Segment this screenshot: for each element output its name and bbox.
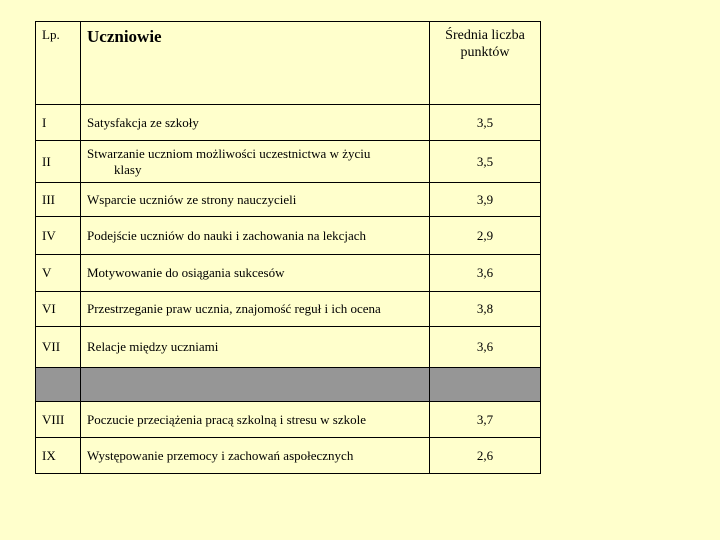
table-row: [36, 217, 541, 255]
row-label-continuation: klasy: [114, 161, 142, 177]
row-value: 2,9: [430, 217, 541, 255]
table-row: [36, 141, 541, 183]
header-lp: Lp.: [36, 22, 81, 105]
table-row: [36, 255, 541, 292]
table-row: [36, 438, 541, 474]
row-lp: VI: [36, 292, 81, 327]
table-header-row: [36, 22, 541, 105]
row-label: Poczucie przeciążenia pracą szkolną i stresu w szkole: [81, 402, 430, 438]
table-row: [36, 327, 541, 368]
row-lp: VII: [36, 327, 81, 368]
row-label: Podejście uczniów do nauki i zachowania na lekcjach: [81, 217, 430, 255]
header-students: Uczniowie: [81, 22, 430, 105]
row-lp: II: [36, 141, 81, 183]
header-average-line2: punktów: [460, 45, 510, 60]
separator-row: [36, 368, 541, 402]
row-value: 3,7: [430, 402, 541, 438]
table-row: [36, 292, 541, 327]
row-label: Relacje między uczniami: [81, 327, 430, 368]
row-lp: IV: [36, 217, 81, 255]
row-value: 3,8: [430, 292, 541, 327]
row-lp: V: [36, 255, 81, 292]
table-row: [36, 105, 541, 141]
row-value: 3,6: [430, 327, 541, 368]
row-lp: III: [36, 183, 81, 217]
results-table: [35, 21, 541, 474]
row-label: Przestrzeganie praw ucznia, znajomość reguł i ich ocena: [81, 292, 430, 327]
separator-cell: [81, 368, 430, 402]
row-value: 3,5: [430, 141, 541, 183]
row-lp: IX: [36, 438, 81, 474]
row-lp: VIII: [36, 402, 81, 438]
row-label-cell: [81, 141, 430, 183]
row-value: 3,9: [430, 183, 541, 217]
header-average-line1: Średnia liczba: [445, 28, 525, 43]
row-label: Występowanie przemocy i zachowań aspołecznych: [81, 438, 430, 474]
separator-cell: [36, 368, 81, 402]
row-lp: I: [36, 105, 81, 141]
row-value: 3,5: [430, 105, 541, 141]
row-label: Stwarzanie uczniom możliwości uczestnictwa w życiu: [87, 145, 371, 161]
table-row: [36, 402, 541, 438]
row-label: Satysfakcja ze szkoły: [81, 105, 430, 141]
table-row: [36, 183, 541, 217]
row-value: 3,6: [430, 255, 541, 292]
row-value: 2,6: [430, 438, 541, 474]
header-average: [430, 22, 541, 105]
row-label: Motywowanie do osiągania sukcesów: [81, 255, 430, 292]
separator-cell: [430, 368, 541, 402]
row-label: Wsparcie uczniów ze strony nauczycieli: [81, 183, 430, 217]
